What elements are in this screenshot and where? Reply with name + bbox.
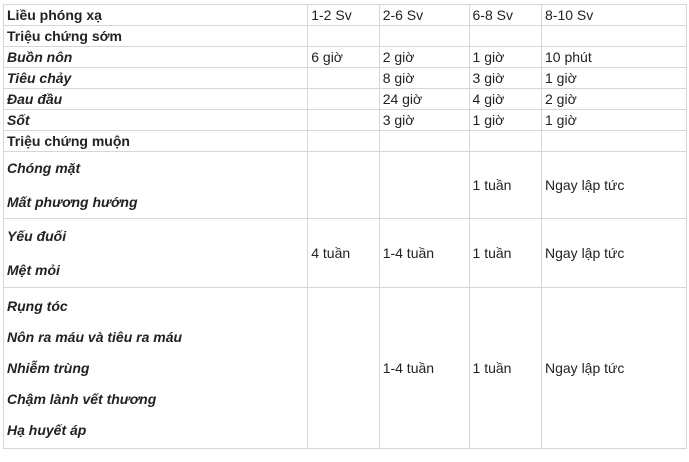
table-cell: 1 tuần [469,152,541,219]
section-row-early [4,26,687,47]
header-label: Liều phóng xạ [4,5,308,26]
section-row-late [4,131,687,152]
table-row [4,68,687,89]
table-cell: 6 giờ [308,47,379,68]
table-cell [308,89,379,110]
table-cell: 1 giờ [542,68,687,89]
symptom-label: Chóng mặt [7,160,81,176]
table-cell: 1 giờ [542,110,687,131]
table-row [4,152,687,219]
table-cell: 4 tuần [308,219,379,288]
table-cell [308,288,379,449]
section-label: Triệu chứng sớm [4,26,308,47]
table-cell: 1 tuần [469,219,541,288]
table-cell [308,152,379,219]
table-cell: 8 giờ [379,68,469,89]
table-cell: 1 giờ [469,47,541,68]
table-cell: 2 giờ [542,89,687,110]
symptom-label: Rụng tóc [7,298,68,314]
table-row [4,219,687,288]
symptom-label: Buồn nôn [4,47,308,68]
table-cell: 4 giờ [469,89,541,110]
table-cell: 1 giờ [469,110,541,131]
table-cell: 2 giờ [379,47,469,68]
symptom-label: Đau đầu [4,89,308,110]
table-cell: Ngay lập tức [542,152,687,219]
symptom-group [4,152,308,219]
symptom-label: Nôn ra máu và tiêu ra máu [7,329,183,345]
header-dose: 1-2 Sv [308,5,379,26]
table-cell: 1-4 tuần [379,219,469,288]
header-dose: 6-8 Sv [469,5,541,26]
section-label: Triệu chứng muộn [4,131,308,152]
symptom-label: Chậm lành vết thương [7,391,157,407]
table-row [4,89,687,110]
table-row [4,110,687,131]
symptom-label: Hạ huyết áp [7,422,87,438]
table-cell [308,68,379,89]
symptom-group [4,288,308,449]
symptom-label: Mệt mỏi [7,262,60,278]
radiation-symptom-table [3,4,687,449]
symptom-group [4,219,308,288]
table-cell [379,152,469,219]
table-cell: Ngay lập tức [542,219,687,288]
table-cell: 3 giờ [469,68,541,89]
symptom-label: Tiêu chảy [4,68,308,89]
table-row [4,47,687,68]
symptom-label: Sốt [4,110,308,131]
header-dose: 8-10 Sv [542,5,687,26]
table-cell [308,110,379,131]
table-cell: 1-4 tuần [379,288,469,449]
table-cell: 3 giờ [379,110,469,131]
table-row [4,288,687,449]
table-cell: 1 tuần [469,288,541,449]
symptom-label: Yếu đuối [7,228,67,244]
table-cell: Ngay lập tức [542,288,687,449]
header-dose: 2-6 Sv [379,5,469,26]
symptom-label: Mất phương hướng [7,194,138,210]
table-header-row [4,5,687,26]
table-cell: 24 giờ [379,89,469,110]
symptom-label: Nhiễm trùng [7,360,90,376]
table-cell: 10 phút [542,47,687,68]
